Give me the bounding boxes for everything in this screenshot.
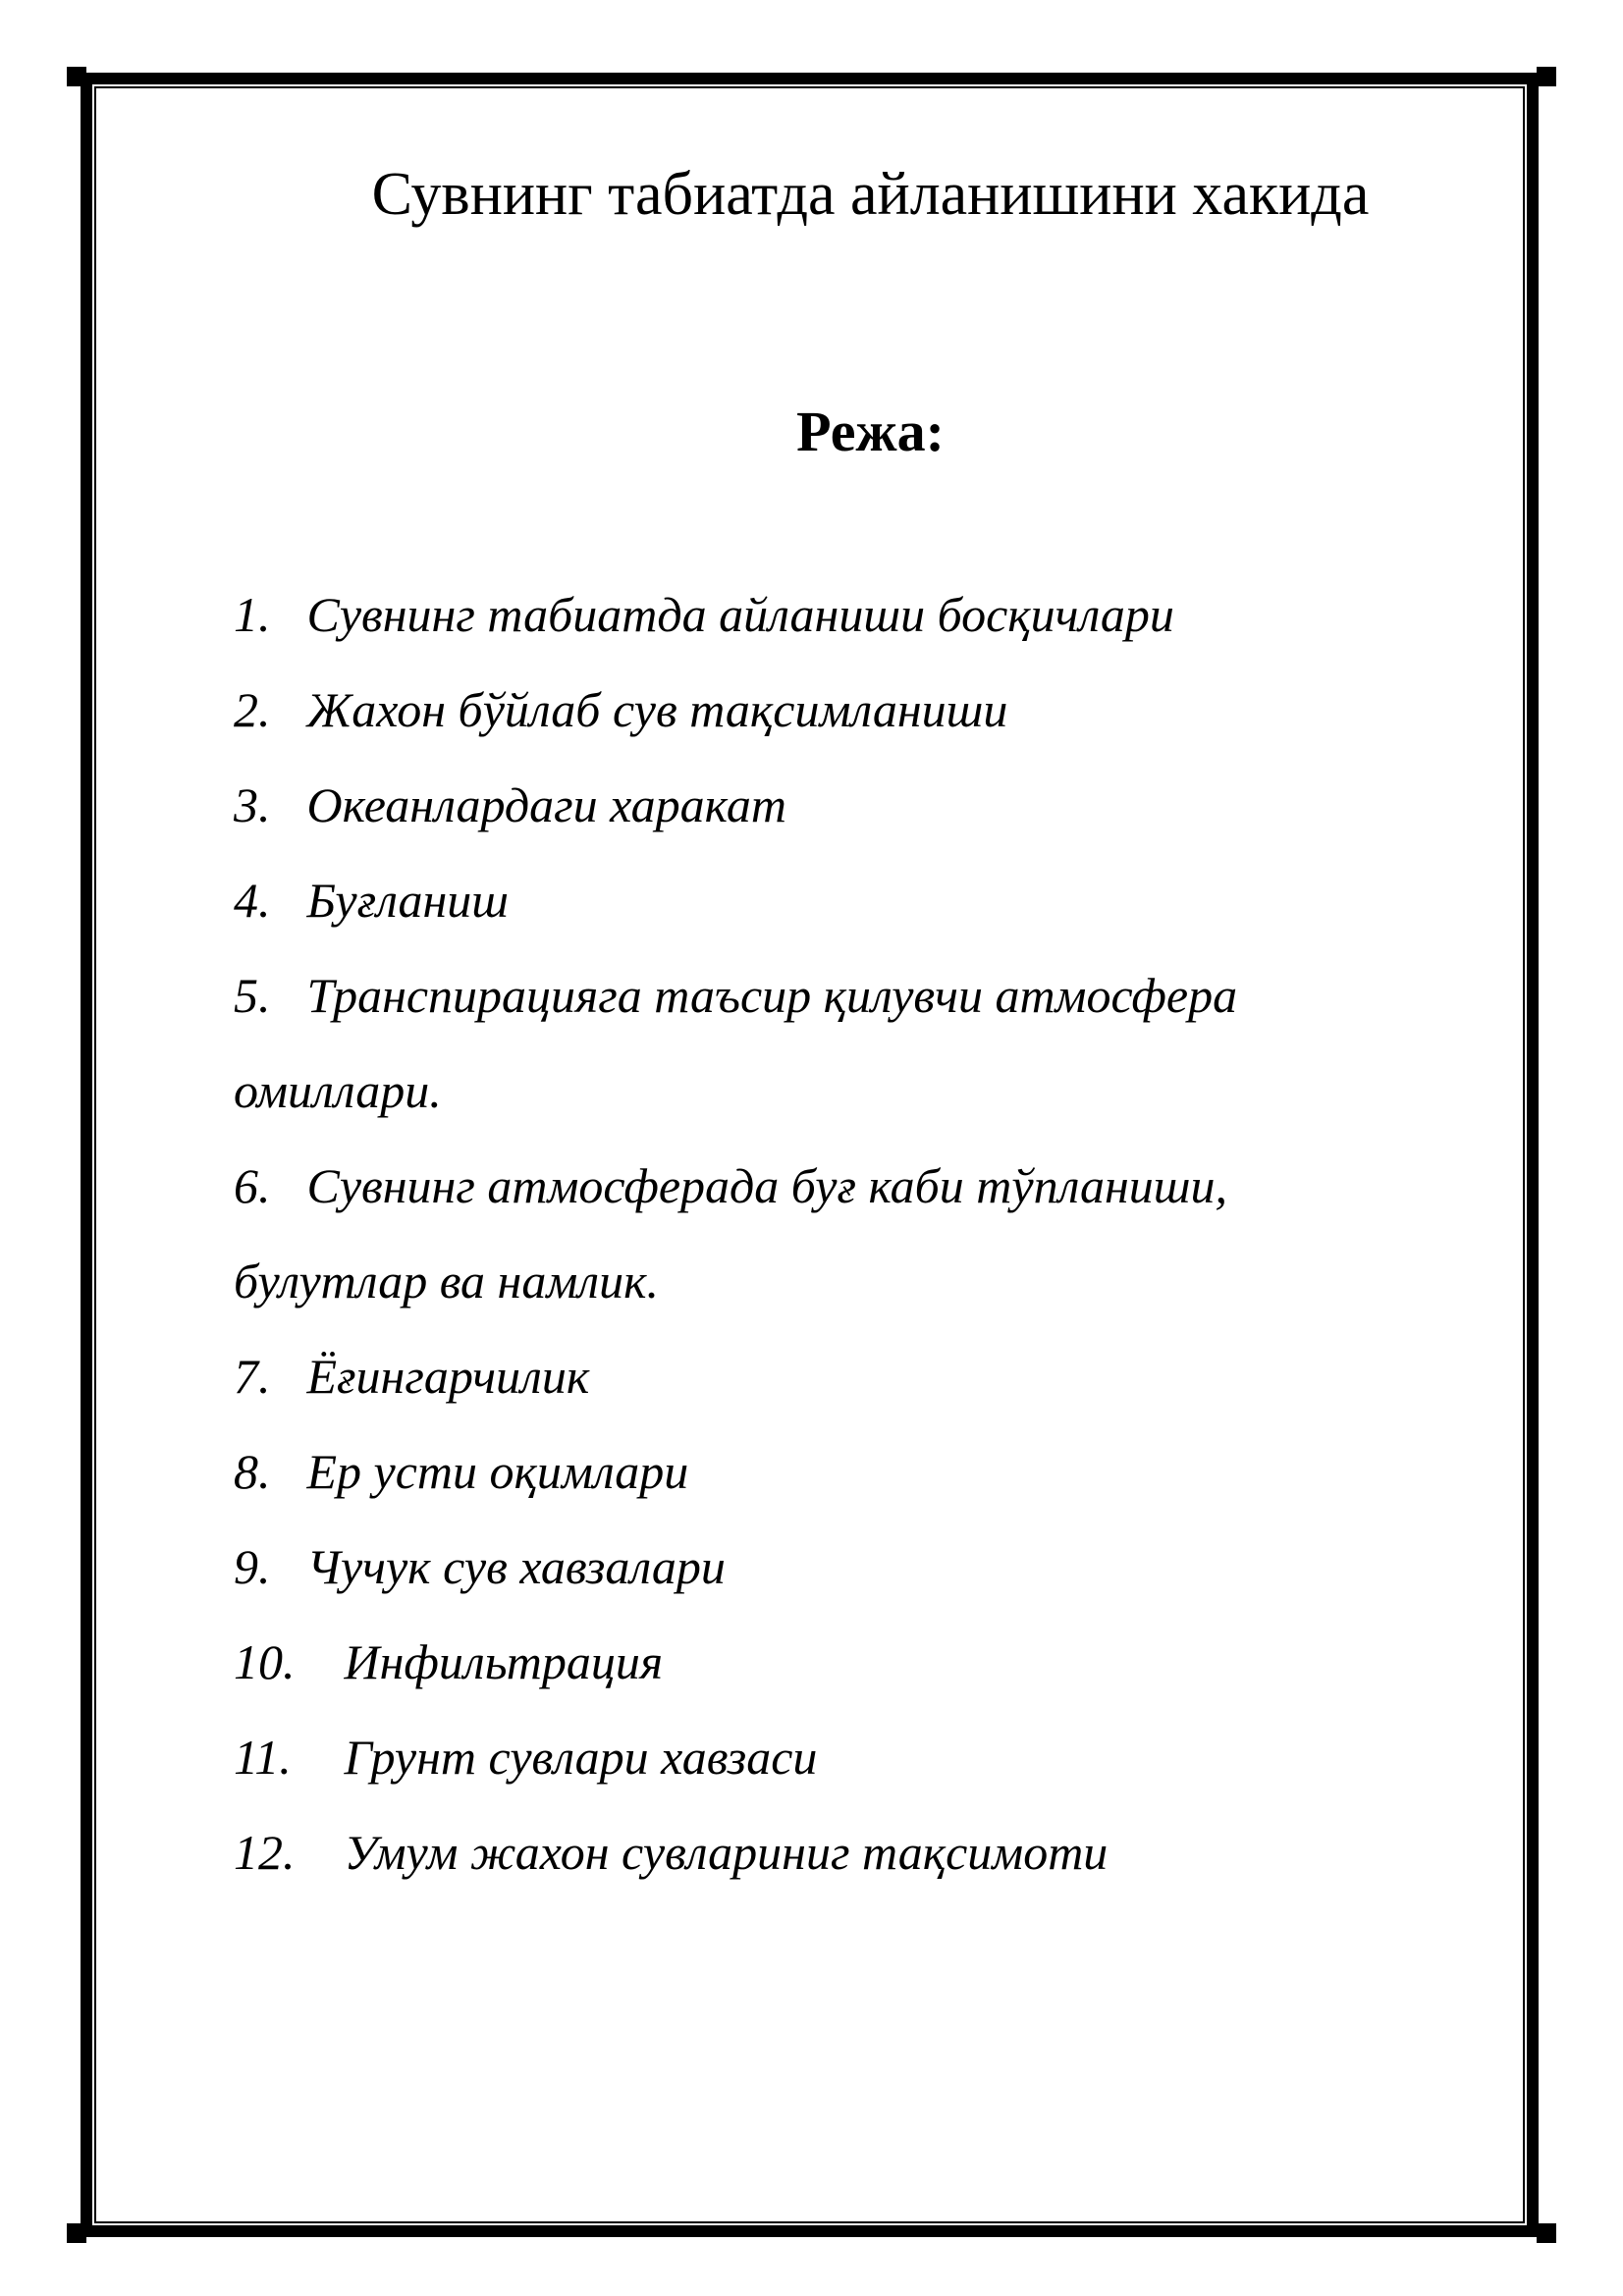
plan-item-number: 10. [234, 1634, 296, 1689]
plan-item [234, 758, 1461, 853]
plan-item-number: 8. [234, 1444, 271, 1499]
plan-item [234, 948, 1461, 1043]
plan-item-text: Грунт сувлари хавзаси [344, 1730, 818, 1785]
plan-item [234, 567, 1461, 663]
plan-item-number: 6. [234, 1158, 271, 1213]
plan-item-number: 5. [234, 968, 271, 1023]
plan-item-number: 7. [234, 1349, 271, 1404]
corner-ornament-top-right [1537, 67, 1556, 86]
corner-ornament-bottom-right [1537, 2223, 1556, 2243]
plan-item-text: булутлар ва намлик. [234, 1254, 659, 1308]
plan-item-text: омиллари. [234, 1063, 442, 1118]
plan-item [234, 1805, 1461, 1900]
plan-item-text: Океанлардаги харакат [306, 777, 786, 832]
plan-heading: Режа: [796, 400, 945, 463]
plan-item [234, 1139, 1461, 1234]
plan-item-text: Сувнинг табиатда айланиши босқичлари [306, 587, 1174, 642]
plan-item-number: 9. [234, 1539, 271, 1594]
plan-item [234, 1329, 1461, 1424]
plan-item-text: Сувнинг атмосферада буғ каби тўпланиши, [306, 1158, 1228, 1213]
plan-item [234, 853, 1461, 948]
plan-item-text: Транспирацияга таъсир қилувчи атмосфера [306, 968, 1238, 1023]
plan-item [234, 1520, 1461, 1615]
plan-item-number: 4. [234, 873, 271, 928]
plan-item-text: Чучук сув хавзалари [306, 1539, 726, 1594]
plan-item-number: 2. [234, 682, 271, 737]
plan-item-text: Ёғингарчилик [306, 1349, 590, 1404]
corner-ornament-bottom-left [67, 2223, 86, 2243]
plan-item [234, 1615, 1461, 1710]
plan-item-text: Умум жахон сувлариниг тақсимоти [344, 1825, 1109, 1880]
plan-item [234, 1424, 1461, 1520]
plan-item [234, 1710, 1461, 1805]
plan-item-continuation [234, 1043, 1461, 1139]
plan-item-number: 11. [234, 1730, 292, 1785]
plan-item [234, 663, 1461, 758]
document-title: Сувнинг табиатда айланишини хакида [371, 161, 1370, 228]
corner-ornament-top-left [67, 67, 86, 86]
plan-list [234, 567, 1461, 1900]
plan-item-text: Буғланиш [306, 873, 510, 928]
plan-item-text: Инфильтрация [344, 1634, 664, 1689]
plan-item-number: 3. [234, 777, 271, 832]
plan-item-continuation [234, 1234, 1461, 1329]
plan-item-text: Жахон бўйлаб сув тақсимланиши [306, 682, 1008, 737]
plan-item-number: 12. [234, 1825, 296, 1880]
plan-item-number: 1. [234, 587, 271, 642]
plan-item-text: Ер усти оқимлари [306, 1444, 689, 1499]
